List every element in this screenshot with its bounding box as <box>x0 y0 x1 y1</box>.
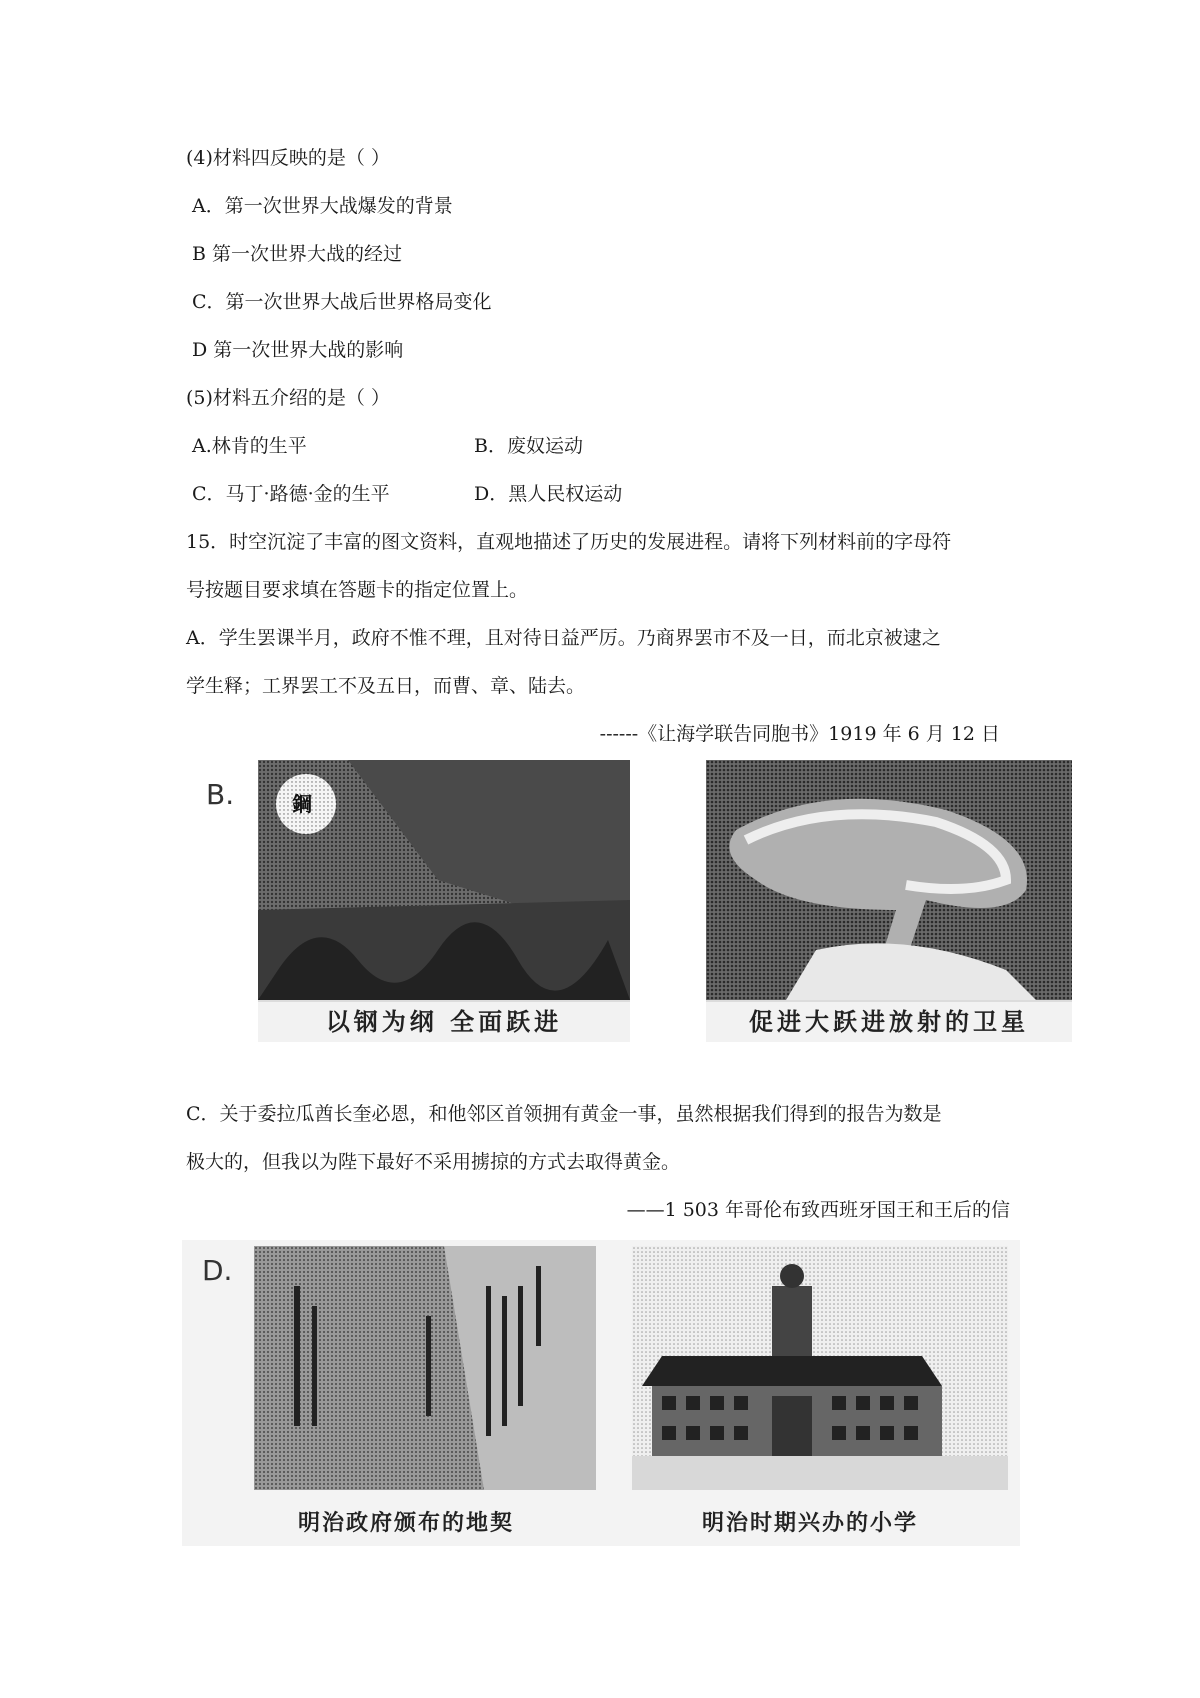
poster-satellite-art <box>706 760 1072 1042</box>
material-d-image <box>182 1240 1020 1546</box>
q4-option-c: C．第一次世界大战后世界格局变化 <box>192 291 492 313</box>
material-c-line1: C．关于委拉瓜酋长奎必恩，和他邻区首领拥有黄金一事，虽然根据我们得到的报告为数是 <box>186 1103 942 1125</box>
q5-option-c: C．马丁·路德·金的生平 <box>192 483 390 505</box>
material-a-line1: A．学生罢课半月，政府不惟不理，且对待日益严厉。乃商界罢市不及一日，而北京被逮之 <box>186 627 941 649</box>
q5-option-a: A.林肯的生平 <box>192 435 307 457</box>
material-b-image <box>186 760 1072 1042</box>
poster-steel-seal: 鋼 <box>292 792 312 816</box>
poster-steel-caption: 以钢为纲 全面跃进 <box>258 1002 630 1042</box>
q4-option-d: D 第一次世界大战的影响 <box>192 339 404 361</box>
poster-steel <box>258 760 630 1042</box>
q4-option-b: B 第一次世界大战的经过 <box>192 243 403 265</box>
land-deed-caption: 明治政府颁布的地契 <box>298 1511 515 1536</box>
q15-intro-line1: 15．时空沉淀了丰富的图文资料，直观地描述了历史的发展进程。请将下列材料前的字母符 <box>186 531 952 553</box>
poster-satellite <box>706 760 1072 1042</box>
poster-satellite-caption: 促进大跃进放射的卫星 <box>706 1002 1072 1042</box>
material-a-source: ------《让海学联告同胞书》1919 年 6 月 12 日 <box>599 723 1000 745</box>
meiji-school-art <box>632 1246 1008 1490</box>
material-a-line2: 学生释；工界罢工不及五日，而曹、章、陆去。 <box>186 675 586 697</box>
material-c-line2: 极大的，但我以为陛下最好不采用掳掠的方式去取得黄金。 <box>186 1151 681 1173</box>
land-deed-art <box>254 1246 596 1490</box>
meiji-school-photo <box>632 1246 1008 1490</box>
meiji-school-caption: 明治时期兴办的小学 <box>702 1511 919 1536</box>
q15-intro-line2: 号按题目要求填在答题卡的指定位置上。 <box>186 579 529 601</box>
q5-option-b: B．废奴运动 <box>474 435 583 457</box>
material-b-label: B. <box>206 778 235 811</box>
material-d-label: D. <box>202 1254 233 1287</box>
poster-steel-art <box>258 760 630 1042</box>
q4-option-a: A．第一次世界大战爆发的背景 <box>192 195 453 217</box>
q5-stem: (5)材料五介绍的是（ ） <box>186 387 390 409</box>
q5-option-d: D．黑人民权运动 <box>474 483 623 505</box>
land-deed-photo <box>254 1246 596 1490</box>
material-c-source: ——1 503 年哥伦布致西班牙国王和王后的信 <box>626 1199 1010 1221</box>
q4-stem: (4)材料四反映的是（ ） <box>186 147 390 169</box>
